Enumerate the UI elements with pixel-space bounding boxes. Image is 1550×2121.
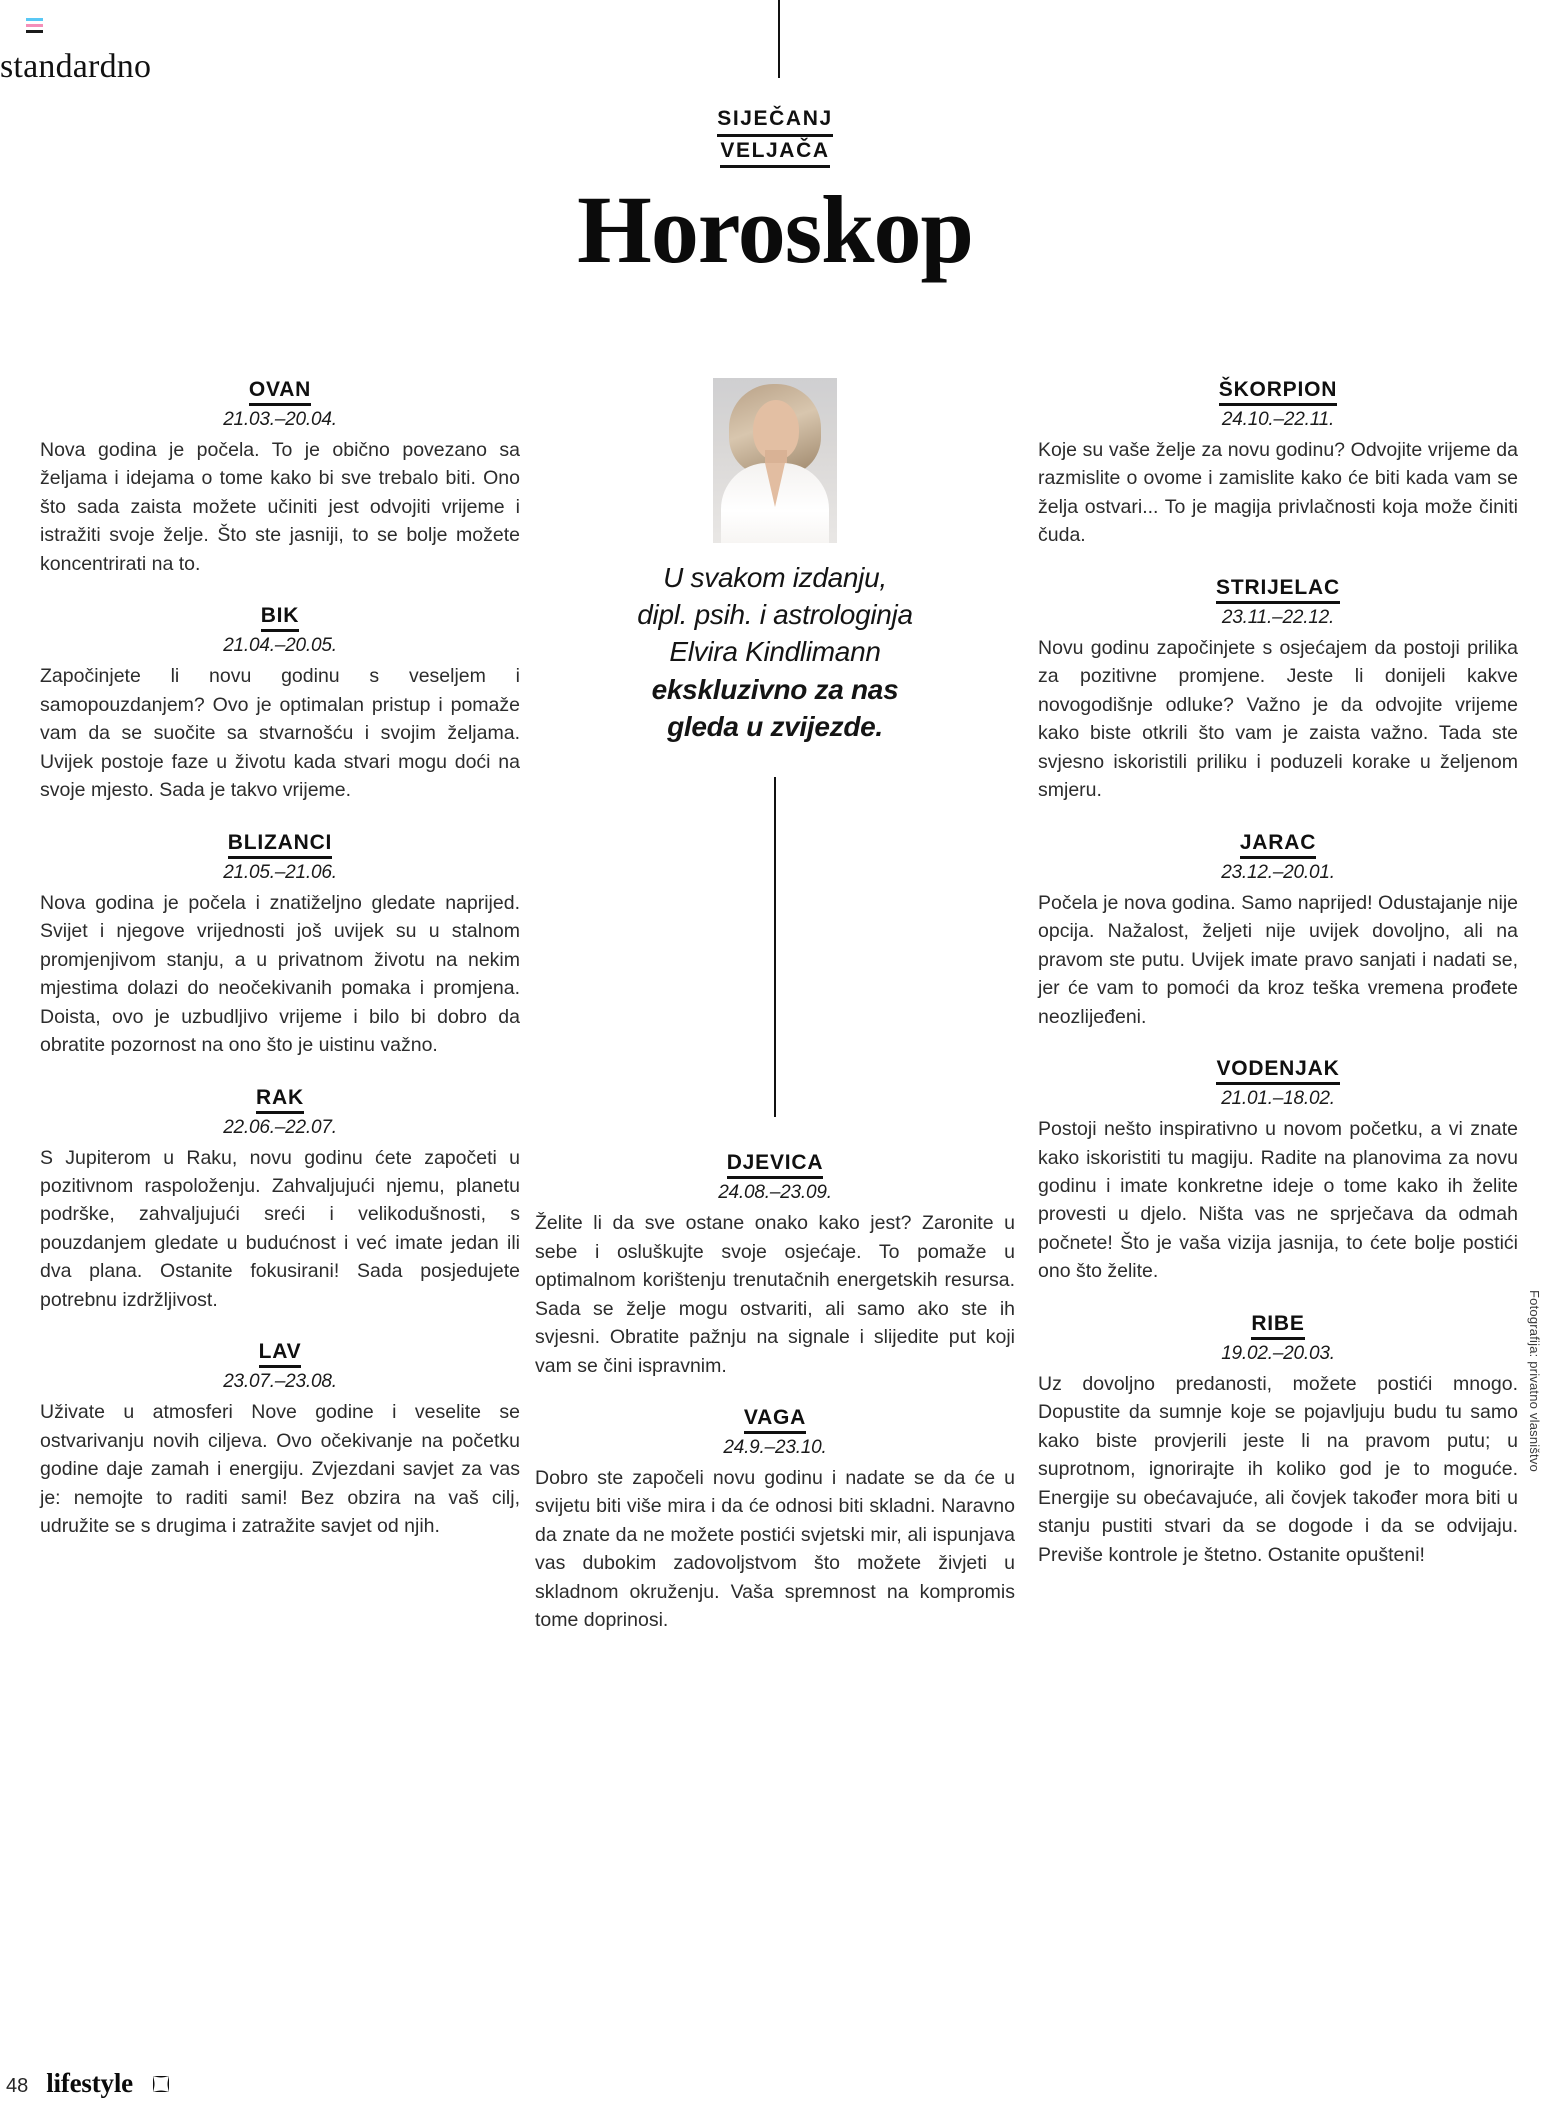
horoscope-entry-ovan <box>40 378 520 578</box>
footer-brand: lifestyle <box>46 2068 133 2098</box>
sign-body: S Jupiterom u Raku, novu godinu ćete započeti u pozitivnom raspoloženju. Zahvaljujući njemu, planetu podrške, zahvaljujući sreći i velikodušnosti, s pouzdanjem gledate u budućnost i već imate jedan ili dva plana. Ostanite fokusirani! Sada posjedujete potrebnu izdržljivost. <box>40 1146 520 1311</box>
sign-body: Dobro ste započeli novu godinu i nadate se da će u svijetu biti više mira i da će odnosi biti skladni. Naravno da znate da ne možete postići svjetski mir, ali ispunjava vas dubokim zadovoljstvom što možete živjeti u skladnom okruženju. Vaša spremnost na kompromis tome doprinosi. <box>535 1466 1015 1632</box>
sign-body: Uživate u atmosferi Nove godine i veselite se ostvarivanju novih ciljeva. Ovo očekivanje na početku godine daje zamah i energiju. Zvjezdani savjet za vas je: nemojte to raditi sami! Bez obzira na vaš cilj, udružite se s drugima i zatražite savjet od njih. <box>40 1401 520 1538</box>
sign-body: Nova godina je počela. To je obično povezano sa željama i idejama o tome kako bi sve trebalo biti. Ono što sada zaista možete učiniti jest odvojiti vrijeme i istražiti svoje želje. Što ste jasniji, to se bolje možete koncentrirati na to. <box>40 439 520 575</box>
sign-body: Koje su vaše želje za novu godinu? Odvojite vrijeme da razmislite o ovome i zamislite kako će biti kada vam se želja ostvari... To je magija privlačnosti koja može činiti čuda. <box>1038 439 1518 547</box>
page-number: 48 <box>6 2075 29 2097</box>
masthead <box>0 105 1550 284</box>
sign-heading: RAK <box>40 1086 520 1114</box>
horoscope-entry-blizanci <box>40 831 520 1060</box>
sign-dates: 21.03.–20.04. <box>223 409 337 430</box>
sign-heading: OVAN <box>40 378 520 406</box>
sign-heading: ŠKORPION <box>1038 378 1518 406</box>
sign-body: Uz dovoljno predanosti, možete postići mnogo. Dopustite da sumnje koje se pojavljuju budu tu samo kako biste provjerili jeste li na pravom putu; u suprotnom, ignorirajte ih koliko god je to moguće. Energije su obećavajuće, ali čovjek također mora biti u stanju pustiti stvari da se dogode i da se odvijaju. Previše kontrole je štetno. Ostanite opušteni! <box>1038 1372 1518 1566</box>
sign-body: Počela je nova godina. Samo naprijed! Odustajanje nije opcija. Nažalost, željeti nije uvijek dovoljno, ali na pravom ste putu. Uvijek imate pravo sanjati i nadati se, jer će vam to pomoći da kroz teška vremena prođete neozlijeđeni. <box>1038 891 1518 1028</box>
quote-line-4: ekskluzivno za nas <box>651 673 899 705</box>
horoscope-entry-jarac <box>1038 831 1518 1031</box>
sign-dates: 21.01.–18.02. <box>1221 1088 1335 1110</box>
astrologer-quote <box>535 559 1015 745</box>
sign-dates: 21.04.–20.05. <box>223 635 337 657</box>
horoscope-entry-bik <box>40 604 520 804</box>
sign-body: Nova godina je počela i znatiželjno gledate naprijed. Svijet i njegove vrijednosti još uvijek su u stalnom promjenjivom stanju, a u privatnom životu na nekim mjestima dolazi do neočekivanih pomaka i promjena. Doista, ovo je uzbudljivo vrijeme i bilo bi dobro da obratite pozornost na ono što je uistinu važno. <box>40 891 520 1057</box>
sign-heading: DJEVICA <box>535 1151 1015 1179</box>
kicker-month-2: VELJAČA <box>720 137 829 169</box>
sign-body: Započinjete li novu godinu s veseljem i samopouzdanjem? Ovo je optimalan pristup i pomaže vam da se suočite sa stvarnošću i svojim željama. Uvijek postoje faze u životu kada stvari mogu doći na svoje mjesto. Sada je takvo vrijeme. <box>40 665 520 802</box>
sign-heading: JARAC <box>1038 831 1518 859</box>
article-columns <box>0 378 1550 2018</box>
sign-dates: 22.06.–22.07. <box>223 1116 337 1138</box>
header-vertical-rule <box>778 0 780 78</box>
four-pointed-star-icon <box>151 2074 171 2094</box>
astrologer-intro <box>535 378 1015 745</box>
horoscope-entry-rak <box>40 1086 520 1315</box>
sign-dates: 23.07.–23.08. <box>223 1371 337 1393</box>
sign-dates: 23.12.–20.01. <box>1221 861 1335 883</box>
publication-flag-icon <box>26 18 43 32</box>
sign-heading: LAV <box>40 1340 520 1368</box>
column-left <box>40 378 520 1567</box>
horoscope-entry-skorpion <box>1038 378 1518 550</box>
publication-brand: standardno <box>0 48 152 85</box>
column-divider-rule <box>774 777 776 1117</box>
quote-line-2: dipl. psih. i astrologinja <box>637 599 913 631</box>
horoscope-entry-vaga <box>535 1406 1015 1635</box>
page-footer <box>0 2068 1550 2099</box>
horoscope-entry-lav <box>40 1340 520 1540</box>
horoscope-entry-strijelac <box>1038 576 1518 805</box>
column-middle <box>535 378 1015 1661</box>
quote-line-1: U svakom izdanju, <box>663 562 887 593</box>
sign-dates: 21.05.–21.06. <box>223 861 337 883</box>
column-right <box>1038 378 1518 1595</box>
quote-line-5: gleda u zvijezde. <box>667 710 883 742</box>
sign-dates: 24.9.–23.10. <box>723 1436 827 1458</box>
horoscope-entry-vodenjak <box>1038 1057 1518 1286</box>
photo-credit: Fotografija: privatno vlasništvo <box>1527 1290 1542 1472</box>
sign-heading: BIK <box>40 604 520 632</box>
sign-body: Želite li da sve ostane onako kako jest? Zaronite u sebe i osluškujte svoje osjećaje. To pomaže u optimalnom korištenju trenutačnih energetskih resursa. Sada se želje mogu ostvariti, ali samo ako ste ih svjesni. Obratite pažnju na signale i slijedite put koji vam se čini ispravnim. <box>535 1212 1015 1377</box>
sign-heading: VAGA <box>535 1406 1015 1434</box>
masthead-kicker <box>0 105 1550 168</box>
sign-heading: STRIJELAC <box>1038 576 1518 604</box>
sign-dates: 19.02.–20.03. <box>1221 1342 1335 1364</box>
sign-heading: VODENJAK <box>1038 1057 1518 1085</box>
horoscope-entry-djevica <box>535 1151 1015 1380</box>
sign-dates: 24.10.–22.11. <box>1221 409 1335 430</box>
page-title: Horoskop <box>577 176 973 284</box>
sign-heading: BLIZANCI <box>40 831 520 859</box>
sign-body: Postoji nešto inspirativno u novom početku, a vi znate kako iskoristiti tu magiju. Radite na planovima za novu godinu i imate konkretne ideje o tome kako ih želite provesti u djelo. Ništa vas ne sprječava da odmah počnete! Što je vaša vizija jasnija, to ćete bolje postići ono što želite. <box>1038 1118 1518 1283</box>
sign-heading: RIBE <box>1038 1312 1518 1340</box>
horoscope-entry-ribe <box>1038 1312 1518 1569</box>
sign-body: Novu godinu započinjete s osjećajem da postoji prilika za pozitivne promjene. Jeste li donijeli kakve novogodišnje odluke? Važno je da odvojite vrijeme kako biste otkrili što vam je zaista važno. Tada ste svjesno iskoristili priliku i poduzeli korake u željenom smjeru. <box>1038 636 1518 802</box>
sign-dates: 23.11.–22.12. <box>1221 606 1335 628</box>
sign-dates: 24.08.–23.09. <box>718 1182 832 1204</box>
kicker-month-1: SIJEČANJ <box>717 105 833 137</box>
quote-line-3: Elvira Kindlimann <box>669 636 881 668</box>
astrologer-portrait <box>713 378 837 543</box>
